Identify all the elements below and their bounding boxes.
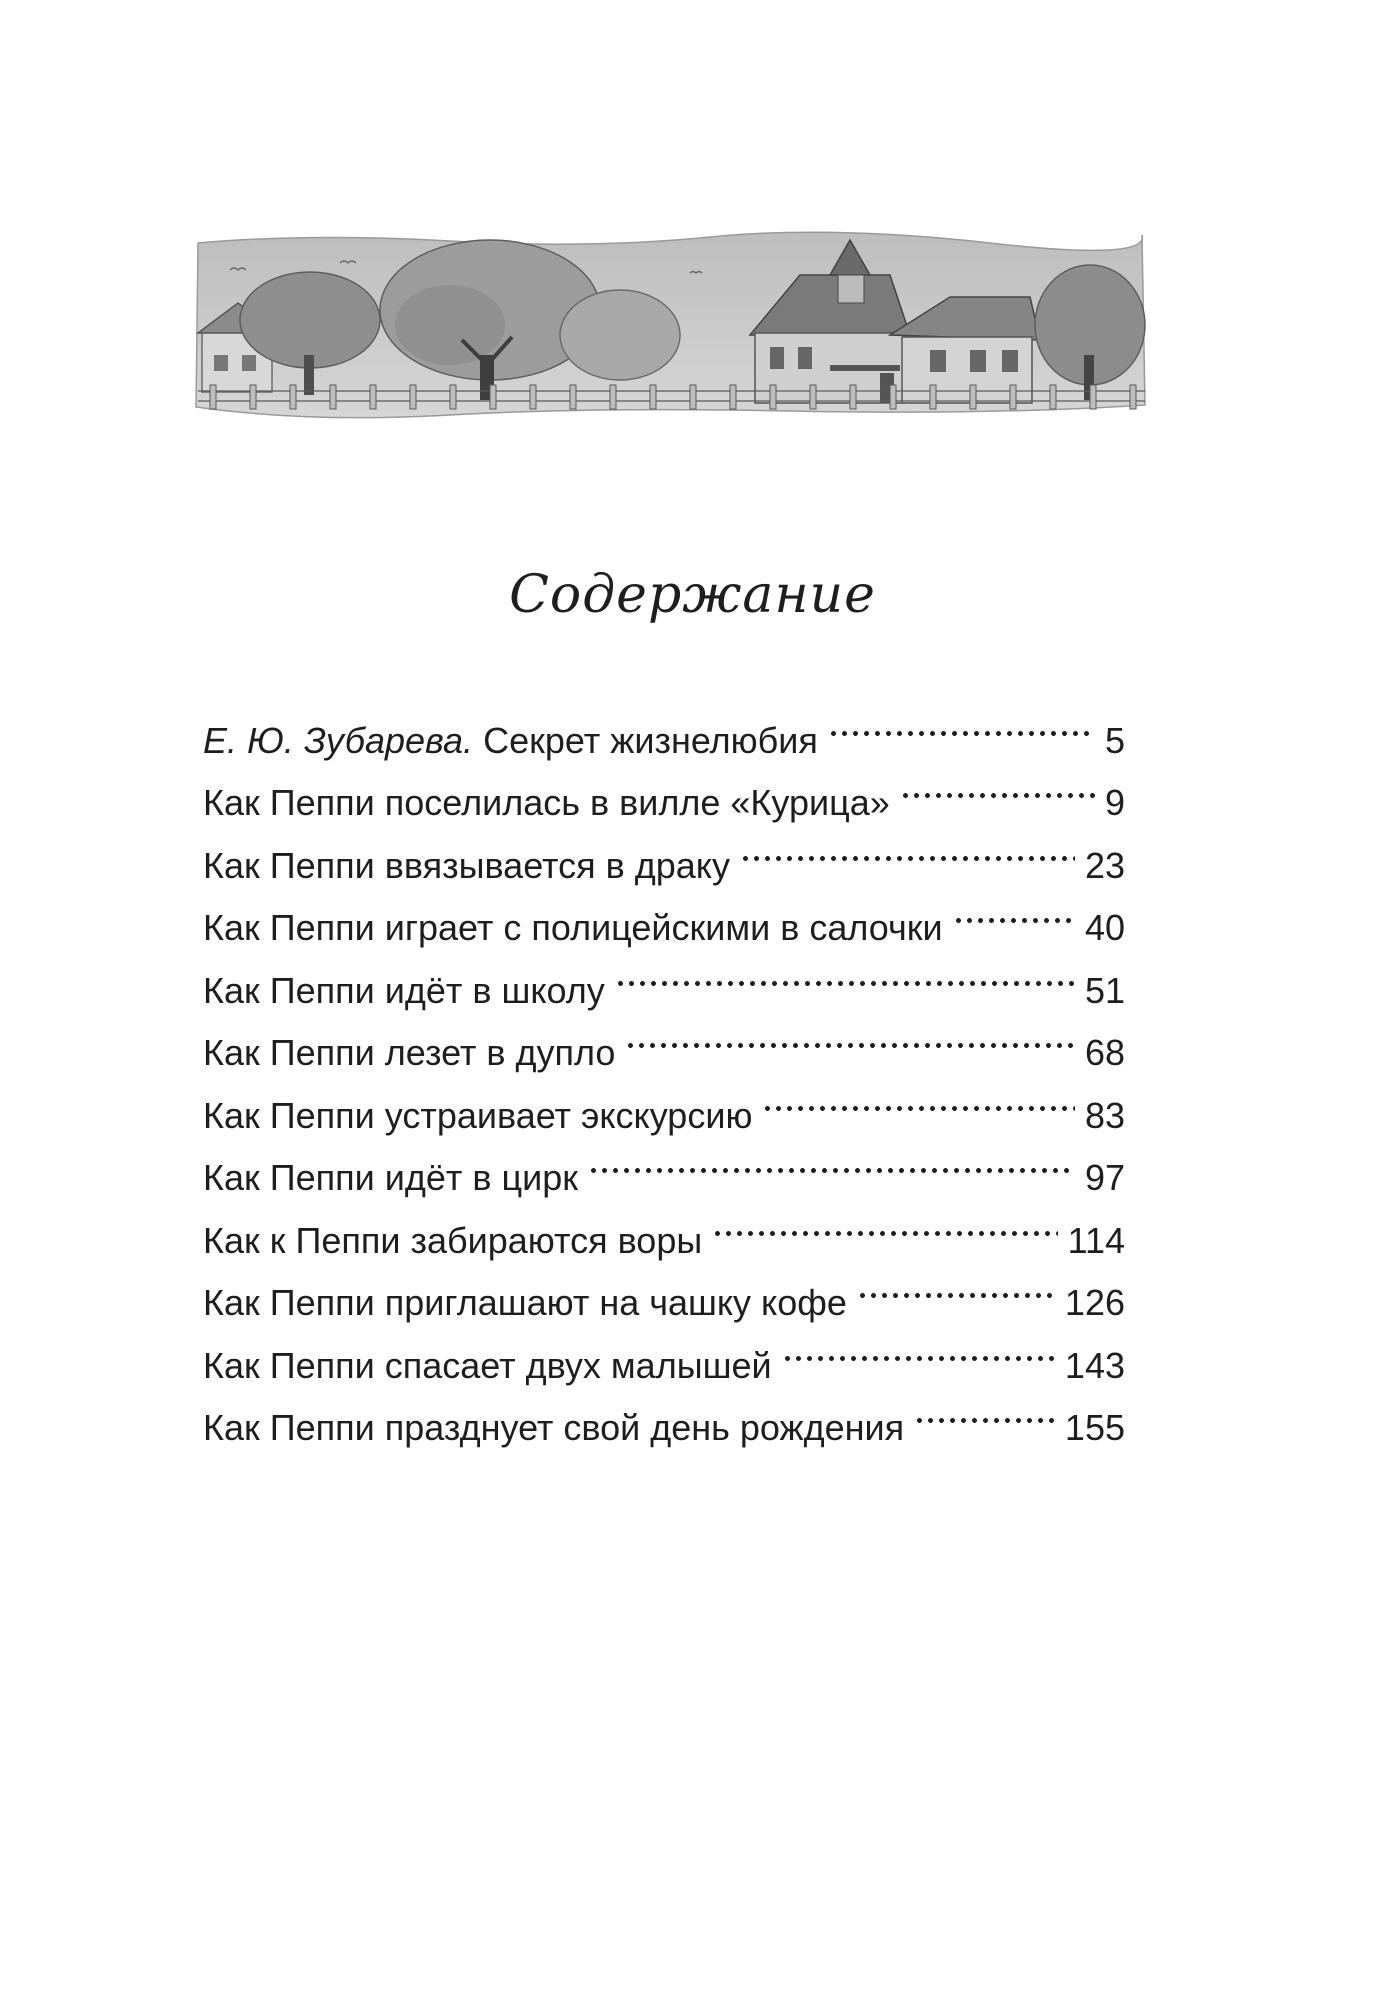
toc-entry-title: Как Пеппи поселилась в вилле «Курица» xyxy=(203,782,890,823)
toc-entry-title: Как Пеппи устраивает экскурсию xyxy=(203,1094,753,1136)
dot-leader xyxy=(828,690,1095,753)
dot-leader xyxy=(712,1190,1057,1253)
toc-entry-title: Как Пеппи спасает двух малышей xyxy=(203,1344,772,1386)
toc-entry-page: 40 xyxy=(1084,907,1125,948)
toc-entry-page: 126 xyxy=(1064,1282,1125,1323)
toc-entry-title: Секрет жизнелюбия xyxy=(483,719,818,761)
page-title: Содержание xyxy=(509,565,876,625)
toc-entry-page: 143 xyxy=(1064,1344,1125,1386)
toc-entry-title: Как Пеппи идёт в цирк xyxy=(203,1157,578,1198)
dot-leader xyxy=(615,940,1075,1003)
toc-entry-title: Как Пеппи приглашают на чашку кофе xyxy=(203,1282,847,1323)
toc-entry-page: 97 xyxy=(1084,1157,1125,1198)
dot-leader xyxy=(762,1065,1075,1128)
dot-leader xyxy=(953,878,1075,941)
toc-entry-author: Е. Ю. Зубарева. xyxy=(203,719,474,761)
dot-leader xyxy=(857,1253,1055,1316)
toc-entry-title: Как Пеппи празднует свой день рождения xyxy=(203,1407,905,1448)
toc-entry-page: 23 xyxy=(1084,844,1125,886)
toc-entry-page: 5 xyxy=(1104,719,1125,761)
toc-entry[interactable] xyxy=(203,690,1125,761)
toc-entry-page: 114 xyxy=(1067,1219,1125,1261)
toc-entry-title: Как к Пеппи забираются воры xyxy=(203,1219,703,1261)
toc-entry-title: Как Пеппи идёт в школу xyxy=(203,969,605,1011)
illustration-drawing xyxy=(190,215,1150,430)
dot-leader xyxy=(588,1128,1075,1191)
toc-entry-page: 68 xyxy=(1084,1032,1125,1073)
toc-entry-page: 83 xyxy=(1084,1094,1125,1136)
toc-entry-page: 9 xyxy=(1104,782,1125,823)
dot-leader xyxy=(782,1315,1055,1378)
toc-entry-page: 51 xyxy=(1084,969,1125,1011)
toc-entry-title: Как Пеппи играет с полицейскими в салочки xyxy=(203,907,943,948)
toc-entry-title: Как Пеппи ввязывается в драку xyxy=(203,844,730,886)
toc-entry-page: 155 xyxy=(1064,1407,1125,1448)
dot-leader xyxy=(625,1003,1075,1066)
dot-leader xyxy=(740,815,1075,878)
dot-leader xyxy=(914,1378,1055,1441)
toc-entry-title: Как Пеппи лезет в дупло xyxy=(203,1032,616,1073)
house-landscape-illustration xyxy=(190,215,1150,430)
dot-leader xyxy=(900,753,1095,816)
table-of-contents xyxy=(203,690,1125,1448)
